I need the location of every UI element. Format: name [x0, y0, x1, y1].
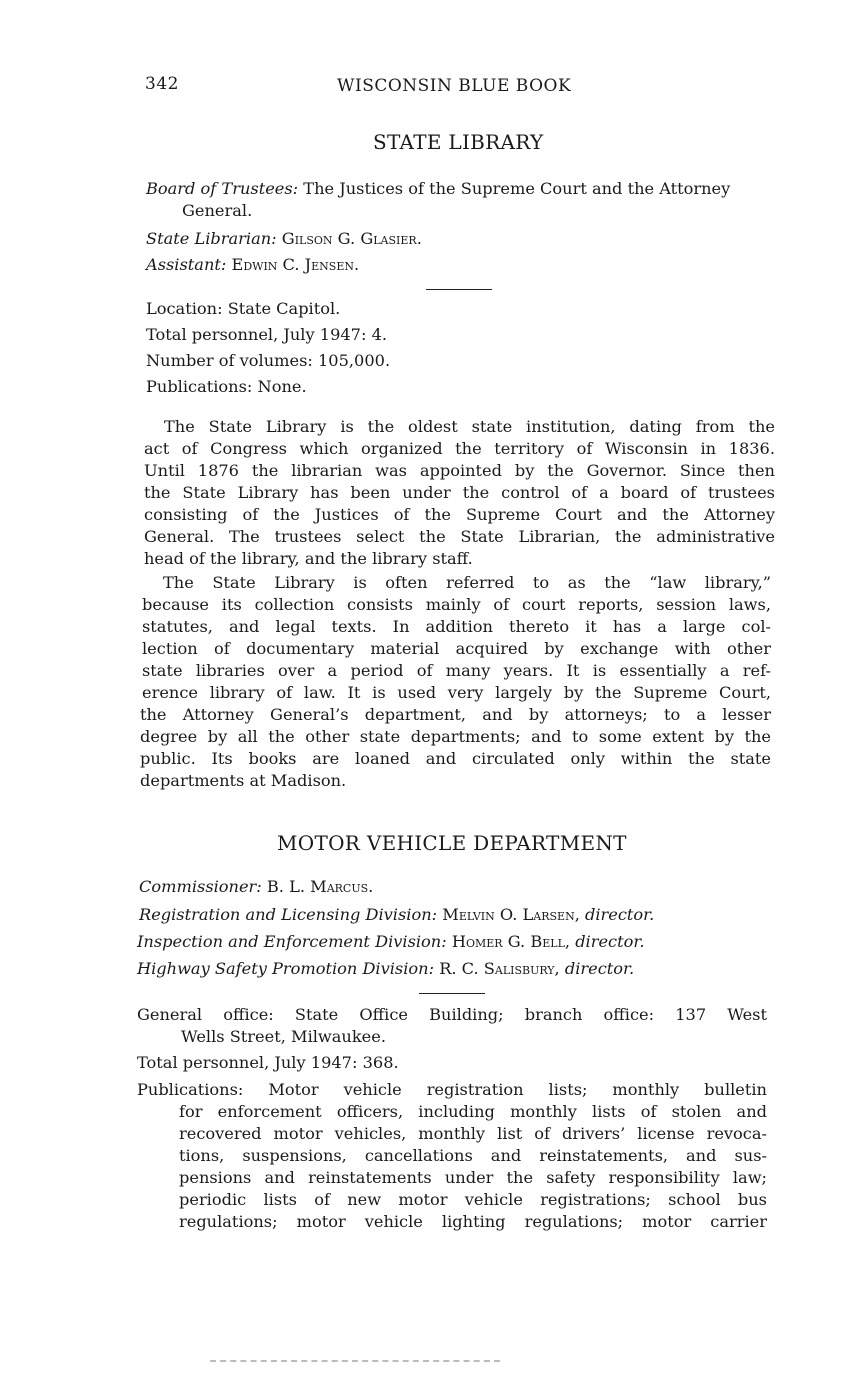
total-personnel: Total personnel, July 1947: 368. [137, 1053, 399, 1072]
official-board-of-trustees: Board of Trustees: The Justices of the Supreme Court and the Attorney [146, 179, 731, 198]
general-office-cont: Wells Street, Milwaukee. [181, 1027, 386, 1046]
official-highway-safety-division: Highway Safety Promotion Division: R. C. Salisbury, director. [137, 959, 635, 978]
book-page: 342 WISCONSIN BLUE BOOK STATE LIBRARY Board of Trustees: The Justices of the Supreme Court and the Attorney General. State Librarian: Gilson G. Glasier. Assistant: Edwin C. Jensen. Location: State Capitol. Total personnel, July 1947: 4. Number of volumes: 105,000. Publications: None. The State Library is the oldest state institution, dating from the act of Congress which organized the territory of Wisconsin in 1836. Until 1876 the librarian was appointed by the Governor. Since then the State Library has been under the control of a board of trustees consisting of the Justices of the Supreme Court and the Attorney General. The trustees select the State Librarian, the administrative head of the library, and the library staff. The State Library is often referred to as the “law library,” because its collection consists mainly of court reports, session laws, statutes, and legal texts. In addition thereto it has a large col- lection of documentary material acquired by exchange with other state libraries over a period of many years. It is essentially a ref- erence library of law. It is used very largely by the Supreme Court, the Attorney General’s department, and by attorneys; to a lesser degree by all the other state departments; and to some extent by the public. Its books are loaned and circulated only within the state departments at Madison. MOTOR VEHICLE DEPARTMENT Commissioner: B. L. Marcus. Registration and Licensing Division: Melvin O. Larsen, director. Inspection and Enforcement Division: Homer G. Bell, director. Highway Safety Promotion Division: R. C. Salisbury, director. General office: State Office Building; branch office: 137 West Wells Street, Milwaukee. Total personnel, July 1947: 368. Publications: Motor vehicle registration lists; monthly bulletin for enforcement officers, including monthly lists of stolen and recovered motor vehicles, monthly list of drivers’ license revoca- tions, suspensions, cancellations and reinstatements, and sus- pensions and reinstatements under the safety responsibility law; periodic lists of new motor vehicle registrations; school bus regulations; motor vehicle lighting regulations; motor carrier [0, 0, 859, 1380]
official-registration-division: Registration and Licensing Division: Melvin O. Larsen, director. [139, 905, 655, 924]
book-title: WISCONSIN BLUE BOOK [337, 76, 572, 96]
fact-total-personnel: Total personnel, July 1947: 4. [146, 325, 388, 344]
running-head [145, 74, 775, 98]
divider-rule [419, 993, 485, 994]
official-assistant: Assistant: Edwin C. Jensen. [146, 255, 360, 274]
fact-publications: Publications: None. [146, 377, 307, 396]
official-inspection-division: Inspection and Enforcement Division: Homer G. Bell, director. [137, 932, 645, 951]
divider-rule [426, 289, 492, 290]
section-title-motor-vehicle: MOTOR VEHICLE DEPARTMENT [277, 831, 627, 855]
section-title-state-library: STATE LIBRARY [373, 130, 544, 154]
official-commissioner: Commissioner: B. L. Marcus. [139, 877, 374, 896]
page-number: 342 [145, 74, 179, 94]
fact-number-of-volumes: Number of volumes: 105,000. [146, 351, 391, 370]
scan-artifact-dashes [210, 1360, 500, 1362]
fact-location: Location: State Capitol. [146, 299, 341, 318]
official-board-of-trustees-cont: General. [182, 201, 253, 220]
official-state-librarian: State Librarian: Gilson G. Glasier. [146, 229, 422, 248]
general-office: General office: State Office Building; branch office: 137 West [137, 1005, 767, 1024]
